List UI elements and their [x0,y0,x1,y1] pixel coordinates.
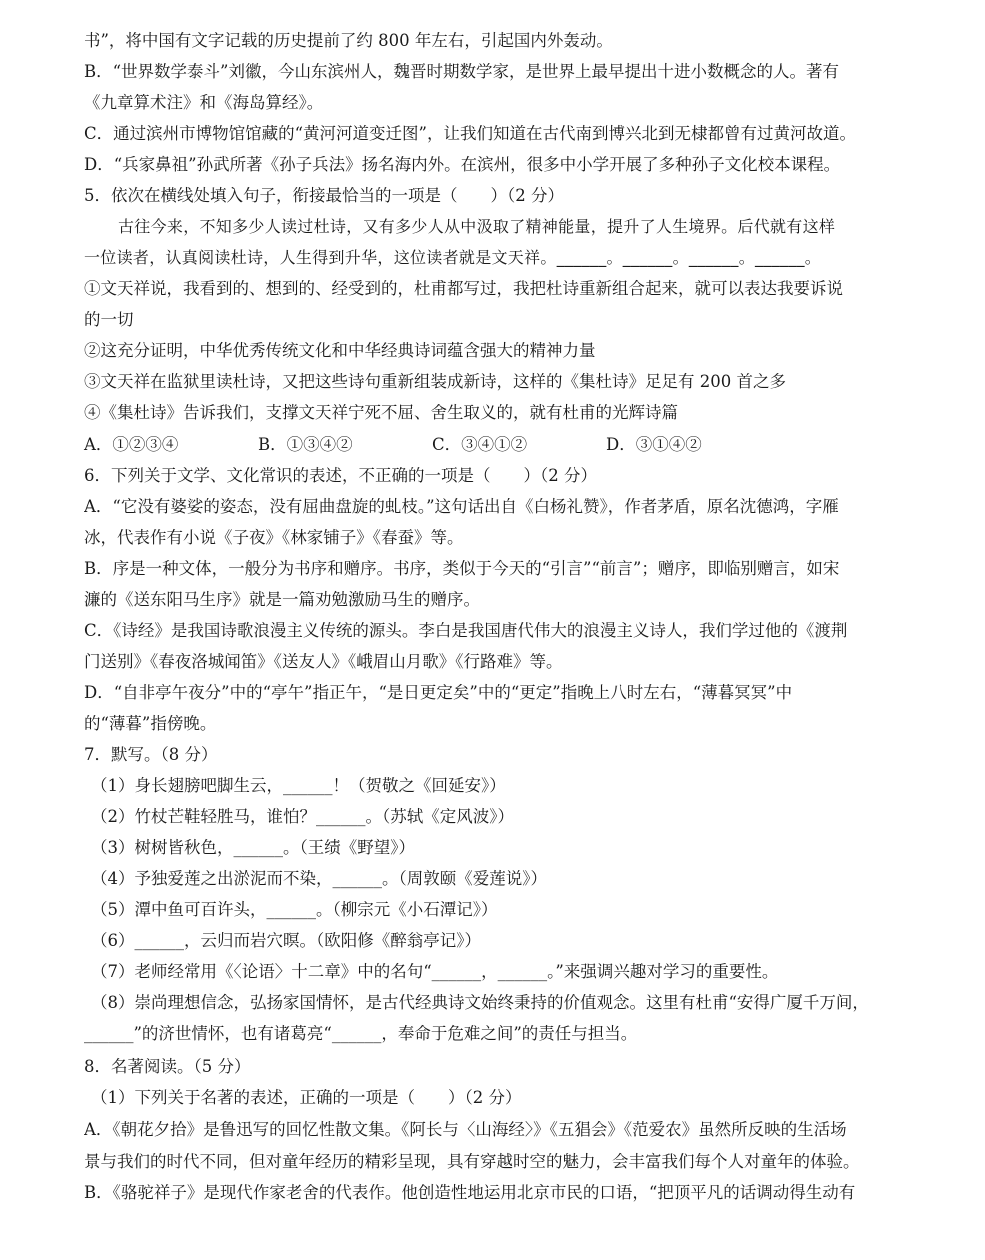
text-line: ③文天祥在监狱里读杜诗，又把这些诗句重新组装成新诗，这样的《集杜诗》足足有 200 首之多 [84,372,786,391]
question-5-options [84,435,954,457]
text-line: C．《诗经》是我国诗歌浪漫主义传统的源头。李白是我国唐代伟大的浪漫主义诗人，我们学过他的《渡荆 [84,621,848,640]
text-line: A．“它没有婆娑的姿态，没有屈曲盘旋的虬枝。”这句话出自《白杨礼赞》，作者茅盾，原名沈德鸿，字雁 [84,497,839,516]
question-8-title: 8．名著阅读。（5 分） [84,1057,251,1076]
text-line: ④《集杜诗》告诉我们，支撑文天祥宁死不屈、舍生取义的，就有杜甫的光辉诗篇 [84,403,678,422]
text-line: D．“自非亭午夜分”中的“亭午”指正午，“是日更定矣”中的“更定”指晚上八时左右，“薄暮冥冥”中 [84,683,793,702]
dictation-item: （7）老师经常用《〈论语〉十二章》中的名句“______，______。”来强调兴趣对学习的重要性。 [91,962,779,981]
text-line: C．通过滨州市博物馆馆藏的“黄河河道变迁图”，让我们知道在古代南到博兴北到无棣都曾有过黄河故道。 [84,124,856,143]
dictation-item: （3）树树皆秋色，______。（王绩《野望》） [91,838,415,857]
option-d: D．③①④② [606,435,702,454]
passage-line: 古往今来，不知多少人读过杜诗，又有多少人从中汲取了精神能量，提升了人生境界。后代就有这样 [118,217,836,236]
question-7-title: 7．默写。（8 分） [84,745,218,764]
option-c: C．③④①② [432,435,528,454]
text-line: 景与我们的时代不同，但对童年经历的精彩呈现，具有穿越时空的魅力，会丰富我们每个人对童年的体验。 [84,1152,860,1171]
option-b: B．①③④② [258,435,353,454]
text-line: D．“兵家鼻祖”孙武所著《孙子兵法》扬名海内外。在滨州，很多中小学开展了多种孙子文化校本课程。 [84,155,841,174]
text-line: 书”，将中国有文字记载的历史提前了约 800 年左右，引起国内外轰动。 [84,31,613,50]
dictation-item: （5）潭中鱼可百许头，______。（柳宗元《小石潭记》） [91,900,498,919]
text-line: 的“薄暮”指傍晚。 [84,714,217,733]
text-line: 濂的《送东阳马生序》就是一篇劝勉激励马生的赠序。 [84,590,480,609]
text-line: A．《朝花夕拾》是鲁迅写的回忆性散文集。《阿长与〈山海经〉》《五猖会》《范爱农》虽然所反映的生活场 [84,1120,847,1139]
text-line: 冰，代表作有小说《子夜》《林家铺子》《春蚕》等。 [84,528,464,547]
dictation-item: （4）予独爱莲之出淤泥而不染，______。（周敦颐《爱莲说》） [91,869,547,888]
text-line: 的一切 [84,310,134,329]
option-a: A．①②③④ [84,435,179,454]
dictation-item: （1）身长翅膀吧脚生云，______！（贺敬之《回延安》） [91,776,506,795]
text-line: （1）下列关于名著的表述，正确的一项是（ ）（2 分） [91,1088,522,1107]
text-line: 《九章算术注》和《海岛算经》。 [84,93,324,112]
dictation-item: （6）______，云归而岩穴暝。（欧阳修《醉翁亭记》） [91,931,481,950]
passage-line: 一位读者，认真阅读杜诗，人生得到升华，这位读者就是文天祥。______。______。______。______。 [84,248,822,267]
question-6-title: 6．下列关于文学、文化常识的表述，不正确的一项是（ ）（2 分） [84,466,597,485]
text-line: 门送别》《春夜洛城闻笛》《送友人》《峨眉山月歌》《行路难》等。 [84,652,563,671]
text-line: B．《骆驼祥子》是现代作家老舍的代表作。他创造性地运用北京市民的口语，“把顶平凡的话调动得生动有 [84,1183,856,1202]
text-line: ______”的济世情怀，也有诸葛亮“______，奉命于危难之间”的责任与担当。 [84,1024,638,1043]
dictation-item: （8）崇尚理想信念，弘扬家国情怀，是古代经典诗文始终秉持的价值观念。这里有杜甫“安得广厦千万间， [91,993,869,1012]
dictation-item: （2）竹杖芒鞋轻胜马，谁怕？______。（苏轼《定风波》） [91,807,514,826]
text-line: B．“世界数学泰斗”刘徽，今山东滨州人，魏晋时期数学家，是世界上最早提出十进小数概念的人。著有 [84,62,839,81]
question-5-title: 5．依次在横线处填入句子，衔接最恰当的一项是（ ）（2 分） [84,186,564,205]
text-line: B．序是一种文体，一般分为书序和赠序。书序，类似于今天的“引言”“前言”；赠序，即临别赠言，如宋 [84,559,840,578]
text-line: ①文天祥说，我看到的、想到的、经受到的，杜甫都写过，我把杜诗重新组合起来，就可以表达我要诉说 [84,279,843,298]
text-line: ②这充分证明，中华优秀传统文化和中华经典诗词蕴含强大的精神力量 [84,341,596,360]
